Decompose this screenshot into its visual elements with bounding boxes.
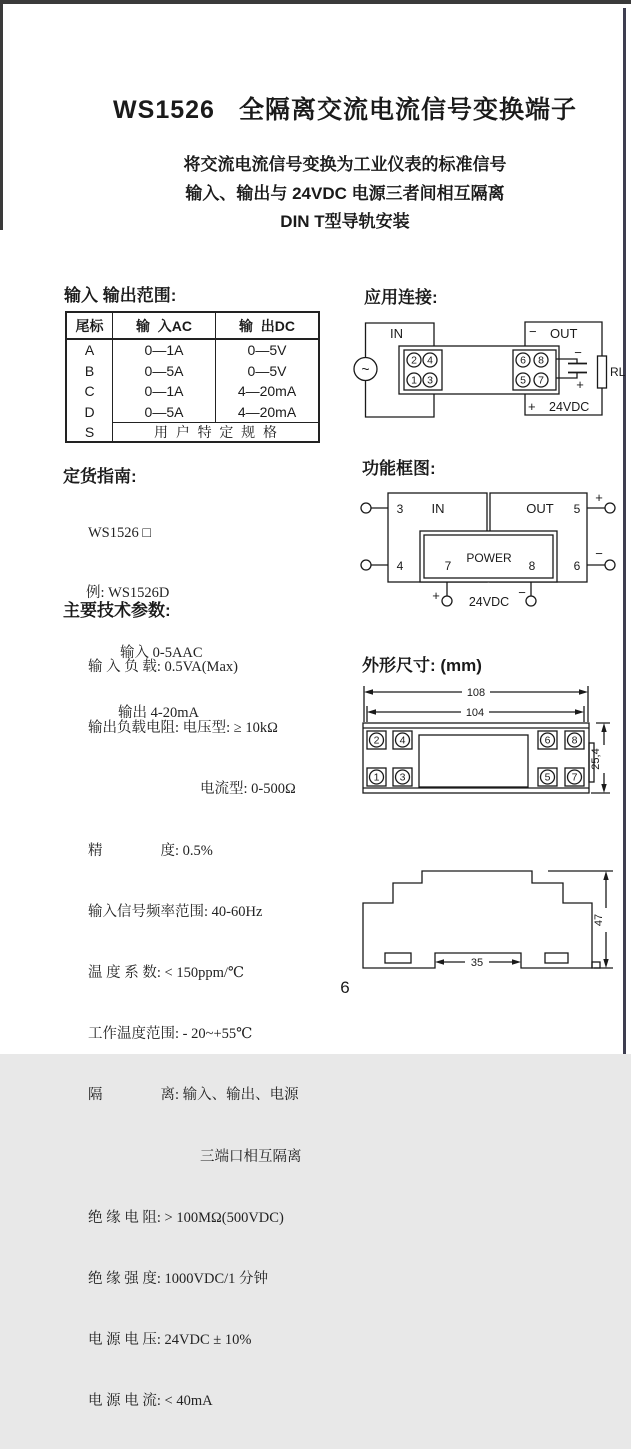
out-minus-sign: − [529,324,537,339]
cell-tail: C [67,381,113,402]
minus-sign-pin6: − [595,546,603,561]
table-row-custom [67,422,318,441]
subtitle-line: 将交流电流信号变换为工业仪表的标准信号 [183,155,507,174]
pin-4: 4 [396,559,404,573]
dimension-104 [367,706,584,722]
param-line: 电流型: 0-500Ω [200,781,296,798]
subtitle-line: DIN T型导轨安装 [280,212,410,231]
in-label: IN [390,326,403,341]
col-header-output-dc: 输 出DC [239,317,295,334]
dimensions-heading: 外形尺寸: (mm) [362,656,482,675]
cell-tail: S [67,422,113,441]
subtitle [60,151,630,237]
col-header-input-ac: 输 入AC [113,313,216,338]
param-line: 隔 离: 输入、输出、电源 [88,1087,299,1104]
cell-input: 0—1A [113,381,216,402]
pin-5: 5 [573,502,581,516]
cell-input: 0—5A [113,402,216,423]
terminal-8: 8 [571,734,578,747]
param-line: 绝 缘 电 阻: > 100MΩ(500VDC) [88,1209,284,1226]
in-label: IN [431,501,445,516]
pin-7: 7 [444,559,452,573]
dimension-side-view [355,862,631,980]
capacitor-plus-sign: + [576,377,584,392]
plus-sign-pin5: + [595,490,603,505]
dim-104-label: 104 [465,707,485,719]
param-line: 三端口相互隔离 [200,1148,302,1165]
terminals [367,731,584,786]
dim-25-4-label: 25,4 [590,748,602,770]
terminal-5: 5 [544,771,551,784]
terminal-7: 7 [571,771,578,784]
param-line: 电 源 电 流: < 40mA [88,1393,213,1410]
table-row [67,402,318,423]
mount-slot-right [545,953,568,963]
cell-output: 0—5V [247,342,287,359]
dim-35-label: 35 [470,957,484,969]
io-range-heading: 输入 输出范围: [64,286,177,305]
terminal-5: 5 [520,374,526,387]
capacitor-minus-sign: − [574,345,582,360]
minus-sign-pin8: − [518,585,526,600]
io-range-table [65,311,320,443]
terminal-2: 2 [411,354,417,367]
load-resistor-icon [598,356,607,388]
param-line: 工作温度范围: - 20~+55℃ [88,1026,253,1043]
block-diagram-heading: 功能框图: [362,459,436,478]
cell-output: 0—5V [247,362,287,379]
cell-tail: D [67,402,113,423]
function-block-diagram [350,487,631,612]
device-body [399,346,559,394]
param-line: 输入信号频率范围: 40-60Hz [88,903,263,920]
table-row [67,361,318,382]
pin-3: 3 [396,502,404,516]
dim-47-label: 47 [593,913,605,927]
ordering-line: 例: WS1526D [86,585,170,601]
param-line: 温 度 系 数: < 150ppm/℃ [88,964,245,981]
terminal-4: 4 [399,734,406,747]
cell-output: 4—20mA [237,403,297,420]
terminal-3: 3 [399,771,406,784]
out-label: OUT [526,501,554,516]
terminal-1: 1 [411,374,417,387]
device-outline [363,723,589,793]
dimension-35 [435,957,521,969]
page-number: 6 [340,978,350,997]
terminal-3: 3 [427,374,433,387]
cell-tail: A [67,340,113,361]
col-header-tail: 尾标 [67,313,113,338]
ordering-line: WS1526 □ [88,525,152,541]
param-line: 电 源 电 压: 24VDC ± 10% [88,1332,252,1349]
page-title [60,90,630,126]
pin-6: 6 [573,559,581,573]
subtitle-line: 输入、输出与 24VDC 电源三者间相互隔离 [185,183,505,203]
scan-border-top [0,0,631,4]
power-label: POWER [466,551,512,565]
product-name: 全隔离交流电流信号变换端子 [238,96,577,124]
terminal-4: 4 [427,354,433,367]
supply-label: 24VDC [468,595,510,609]
params-heading: 主要技术参数: [63,601,171,620]
model-number: WS1526 [113,96,215,124]
terminal-7: 7 [538,374,544,387]
supply-plus-sign: + [528,399,536,414]
plus-sign-pin7: + [432,588,440,603]
label-window [419,735,528,787]
technical-parameters [88,620,302,1449]
ordering-line: 输入 0-5AAC [120,645,203,661]
param-line: 精 度: 0.5% [88,842,213,859]
cell-tail: B [67,361,113,382]
table-row [67,381,318,402]
supply-label: 24VDC [549,400,590,414]
terminal-6: 6 [520,354,526,367]
table-header-row [67,313,318,340]
param-line: 输 入 负 载: 0.5VA(Max) [88,659,238,675]
terminal-8: 8 [538,354,544,367]
rl-label: RL [610,365,626,379]
terminal-1: 1 [373,771,380,784]
ordering-line: 输出 4-20mA [118,705,199,721]
scan-border-left [0,4,3,230]
cell-output: 4—20mA [237,383,297,400]
terminal-6: 6 [544,734,551,747]
table-row [67,340,318,361]
out-label: OUT [550,326,578,341]
ac-source-symbol: ~ [361,361,370,377]
dim-108-label: 108 [466,687,486,699]
pin-8: 8 [528,559,536,573]
terminal-2: 2 [373,734,380,747]
param-line: 输出负载电阻: 电压型: ≥ 10kΩ [88,720,278,737]
cell-input: 0—5A [113,361,216,382]
cell-custom-spec: 用 户 特 定 规 格 [113,422,318,441]
dimension-top-view [355,680,631,802]
ordering-heading: 定货指南: [63,467,137,486]
param-line: 绝 缘 强 度: 1000VDC/1 分钟 [88,1270,269,1287]
application-connection-diagram [352,317,628,429]
cell-input: 0—1A [113,340,216,361]
filter-capacitor-icon [556,359,587,378]
connection-heading: 应用连接: [364,288,438,307]
mount-slot-left [385,953,411,963]
